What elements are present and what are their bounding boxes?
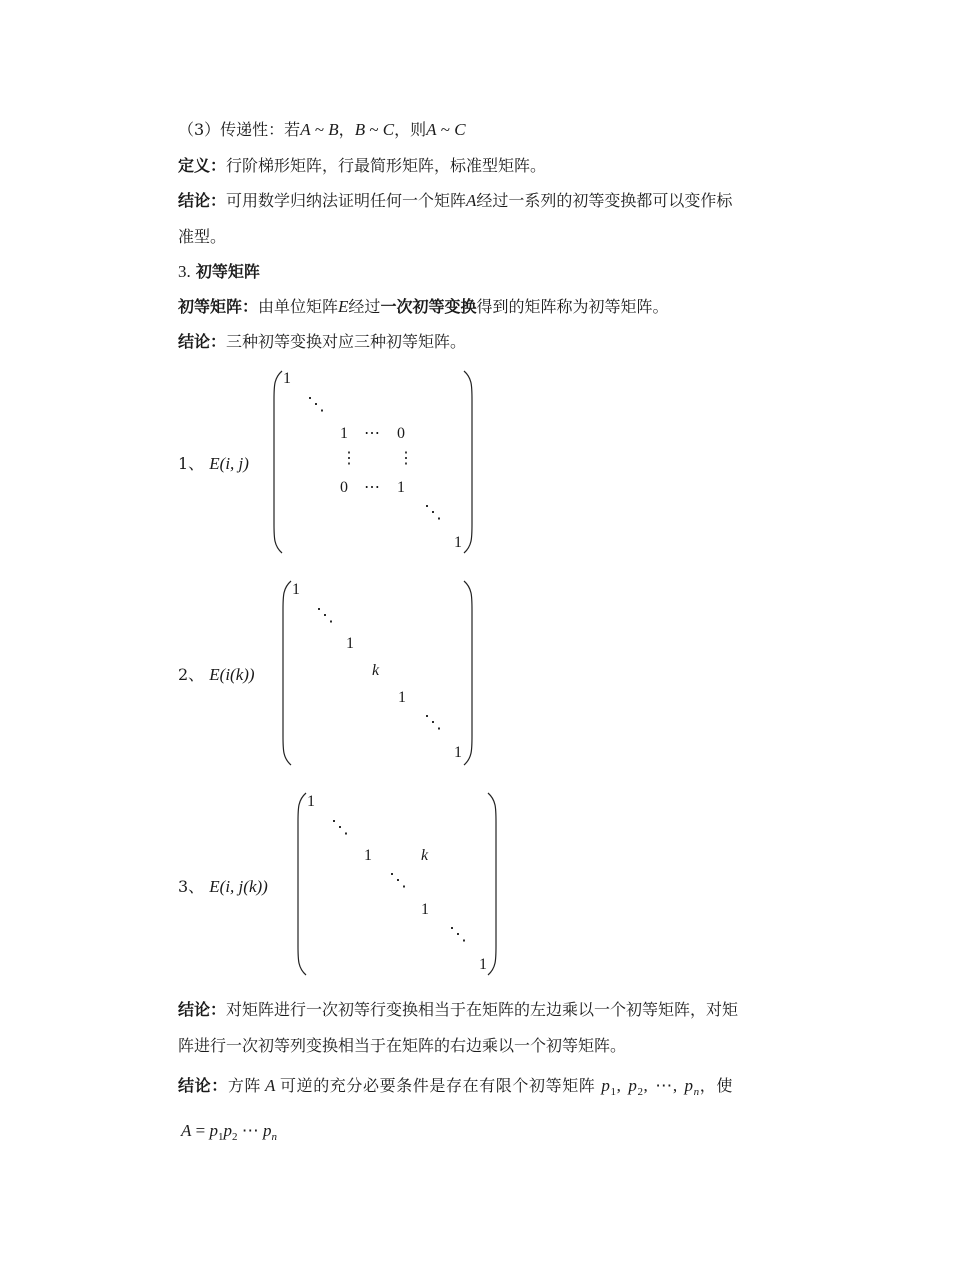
- matrix-entry: 1: [364, 847, 372, 864]
- matrix-entry: 1: [346, 635, 354, 652]
- subscript: 1: [610, 1086, 617, 1098]
- conclusion-text: 可用数学归纳法证明任何一个矩阵: [226, 191, 467, 210]
- matrix-arg: (i(k)): [219, 665, 255, 684]
- left-paren: [281, 580, 293, 766]
- horizontal-dots: ⋯: [364, 479, 380, 496]
- subscript: 1: [217, 1131, 224, 1143]
- left-paren: [296, 792, 308, 976]
- matrix-name: E: [209, 665, 220, 684]
- matrix-entry: 1: [397, 479, 405, 496]
- matrix-index: 1、: [178, 454, 205, 473]
- var-c: C: [382, 120, 395, 139]
- equals: =: [191, 1121, 210, 1140]
- definition-label: 定义：: [178, 156, 227, 175]
- matrix-entry: 1: [398, 689, 406, 706]
- diagonal-dots: ⋱: [389, 870, 407, 890]
- horizontal-dots: ⋯: [237, 1121, 263, 1140]
- conclusion-text: 方阵: [227, 1076, 262, 1095]
- left-paren: [272, 370, 284, 554]
- product-equation: [181, 1121, 277, 1143]
- diagonal-dots: ⋱: [424, 712, 442, 732]
- matrix-entry: 1: [454, 744, 462, 761]
- right-paren: [486, 792, 498, 976]
- conclusion-text: 对矩阵进行一次初等行变换相当于在矩阵的左边乘以一个初等矩阵，对矩: [226, 1000, 739, 1019]
- var-a: A: [426, 120, 437, 139]
- definition-text: 得到的矩阵称为初等矩阵。: [476, 297, 669, 316]
- matrix-entry: 1: [479, 956, 487, 973]
- separator: , ⋯,: [643, 1076, 685, 1095]
- conclusion-text: 三种初等变换对应三种初等矩阵。: [226, 332, 467, 351]
- transitivity-prefix: （3）传递性：若: [178, 120, 301, 139]
- right-paren: [462, 370, 474, 554]
- definition-text: 经过: [348, 297, 381, 316]
- matrix-entry: 0: [397, 425, 405, 442]
- diagonal-dots: ⋱: [316, 605, 334, 625]
- diagonal-dots: ⋱: [424, 502, 442, 522]
- section-number: 3.: [178, 262, 191, 281]
- matrix-entry-k: k: [421, 847, 429, 864]
- var-p: p: [262, 1121, 272, 1140]
- var-a: A: [181, 1121, 192, 1140]
- subscript: 2: [637, 1086, 644, 1098]
- diagonal-dots: ⋱: [331, 817, 349, 837]
- then-text: ，则: [394, 120, 427, 139]
- matrix-arg: (i, j): [219, 454, 249, 473]
- matrix-arg: (i, j(k)): [219, 877, 268, 896]
- var-c: C: [454, 120, 466, 139]
- var-a: A: [466, 191, 477, 210]
- horizontal-dots: ⋯: [364, 425, 380, 442]
- matrix-3-label: [178, 874, 268, 897]
- matrix-entry: 1: [421, 901, 429, 918]
- subscript: 2: [231, 1131, 238, 1143]
- vertical-dots: ⋮: [398, 450, 414, 467]
- conclusion-label: 结论：: [178, 332, 227, 351]
- tilde: ~: [365, 120, 383, 139]
- diagonal-dots: ⋱: [307, 394, 325, 414]
- conclusion-induction-line2: [178, 224, 226, 247]
- section-title: 初等矩阵: [195, 262, 260, 281]
- conclusion-label: 结论：: [178, 191, 227, 210]
- matrix-entry: 1: [292, 581, 300, 598]
- matrix-entry: 0: [340, 479, 348, 496]
- matrix-2-label: [178, 662, 255, 685]
- right-paren: [462, 580, 474, 766]
- invertibility-conclusion-line1: [178, 1073, 733, 1098]
- one-elementary-transform: 一次初等变换: [380, 297, 477, 316]
- conclusion-text: 可逆的充分必要条件是存在有限个初等矩阵: [280, 1076, 596, 1095]
- subscript: n: [271, 1131, 277, 1143]
- transitivity-line: [178, 117, 466, 140]
- matrix-entry: 1: [283, 370, 291, 387]
- var-p: p: [209, 1121, 218, 1140]
- conclusion-text: 经过一系列的初等变换都可以变作标: [476, 191, 733, 210]
- tilde: ~: [436, 120, 455, 139]
- conclusion-label: 结论：: [178, 1076, 228, 1095]
- var-p: p: [601, 1076, 611, 1095]
- var-p: p: [628, 1076, 638, 1095]
- section-heading: [178, 259, 260, 282]
- separator: ,: [616, 1076, 629, 1095]
- var-p: p: [684, 1076, 694, 1095]
- var-b: B: [354, 120, 366, 139]
- elementary-matrix-label: 初等矩阵：: [178, 297, 259, 316]
- subscript: n: [693, 1086, 700, 1098]
- conclusion-text: ，使: [699, 1076, 733, 1095]
- matrix-entry: 1: [454, 534, 462, 551]
- row-column-conclusion-line2: [178, 1033, 626, 1056]
- var-a: A: [300, 120, 311, 139]
- var-e: E: [338, 297, 349, 316]
- conclusion-text: 阵进行一次初等列变换相当于在矩阵的右边乘以一个初等矩阵。: [178, 1036, 627, 1055]
- diagonal-dots: ⋱: [449, 924, 467, 944]
- matrix-entry: 1: [307, 793, 315, 810]
- conclusion-label: 结论：: [178, 1000, 227, 1019]
- matrix-index: 3、: [178, 877, 205, 896]
- row-column-conclusion-line1: [178, 997, 738, 1020]
- definition-text: 由单位矩阵: [258, 297, 339, 316]
- definition-line: [178, 153, 546, 176]
- matrix-entry: 1: [340, 425, 348, 442]
- conclusion-induction-line1: [178, 188, 732, 211]
- matrix-entry-k: k: [372, 662, 380, 679]
- three-transforms-line: [178, 329, 466, 352]
- definition-text: 行阶梯形矩阵，行最简形矩阵，标准型矩阵。: [226, 156, 547, 175]
- matrix-name: E: [209, 877, 220, 896]
- tilde: ~: [310, 120, 329, 139]
- elementary-matrix-definition: [178, 294, 668, 317]
- var-a: A: [265, 1076, 276, 1095]
- var-b: B: [328, 120, 339, 139]
- vertical-dots: ⋮: [341, 450, 357, 467]
- comma: ，: [338, 120, 355, 139]
- matrix-index: 2、: [178, 665, 205, 684]
- var-p: p: [223, 1121, 232, 1140]
- matrix-name: E: [209, 454, 220, 473]
- conclusion-text: 准型。: [178, 227, 227, 246]
- matrix-1-label: [178, 451, 249, 474]
